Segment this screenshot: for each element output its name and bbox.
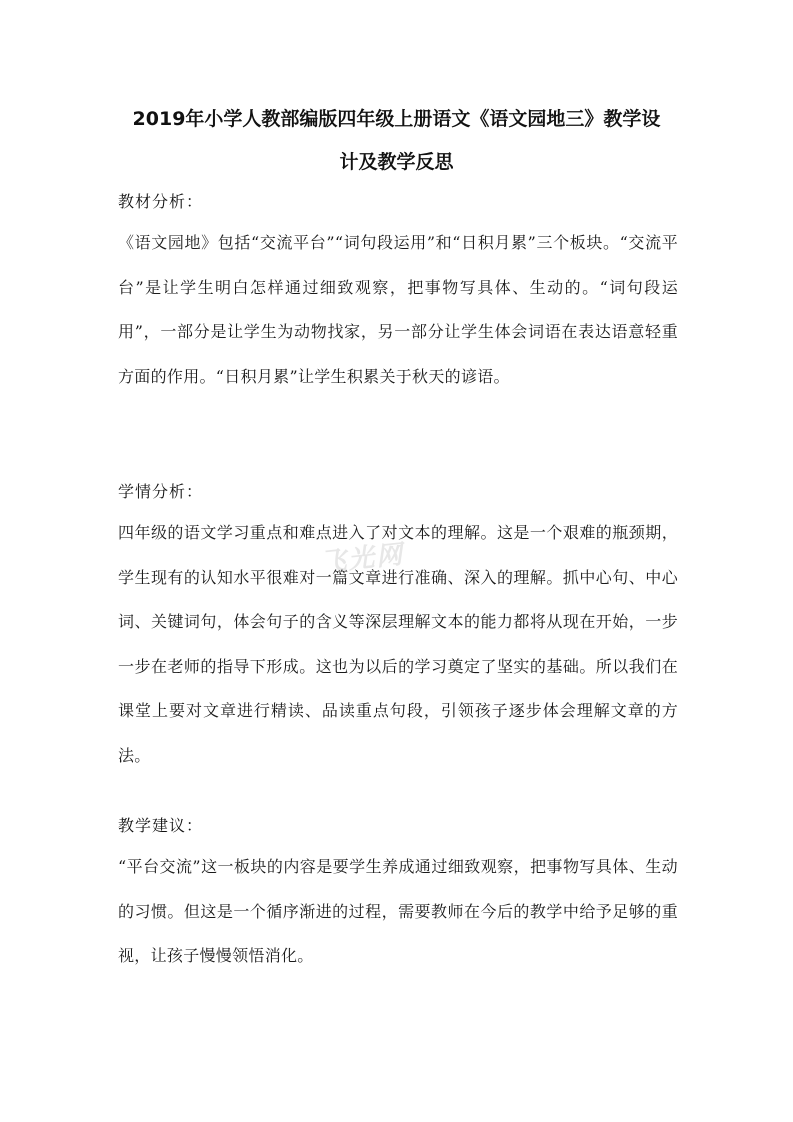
document-title-line-2: 计及教学反思 <box>339 151 454 173</box>
section-heading-teaching-suggestions: 教学建议： <box>118 816 204 835</box>
watermark-logo: 飞光网 <box>318 539 406 579</box>
document-title-line-1: 2019年小学人教部编版四年级上册语文《语文园地三》教学设 <box>132 108 661 130</box>
section-paragraph-teaching-suggestions: “平台交流”这一板块的内容是要学生养成通过细致观察，把事物写具体、生动的习惯。但这是一个循序渐进的过程，需要教师在今后的教学中给予足够的重视，让孩子慢慢领悟消化。 <box>118 857 678 965</box>
section-heading-textbook-analysis: 教材分析： <box>118 192 204 211</box>
section-heading-learner-analysis: 学情分析： <box>118 482 204 501</box>
section-paragraph-textbook-analysis: 《语文园地》包括“交流平台”“词句段运用”和“日积月累”三个板块。“交流平台”是让学生明白怎样通过细致观察，把事物写具体、生动的。“词句段运用”，一部分是让学生为动物找家，另一部分让学生体会词语在表达语意轻重方面的作用。“日积月累”让学生积累关于秋天的谚语。 <box>118 233 678 386</box>
section-paragraph-learner-analysis: 四年级的语文学习重点和难点进入了对文本的理解。这是一个艰难的瓶颈期，学生现有的认知水平很难对一篇文章进行准确、深入的理解。抓中心句、中心词、关键词句，体会句子的含义等深层理解文本的能力都将从现在开始，一步一步在老师的指导下形成。这也为以后的学习奠定了坚实的基础。所以我们在课堂上要对文章进行精读、品读重点句段，引领孩子逐步体会理解文章的方法。 <box>118 523 678 765</box>
